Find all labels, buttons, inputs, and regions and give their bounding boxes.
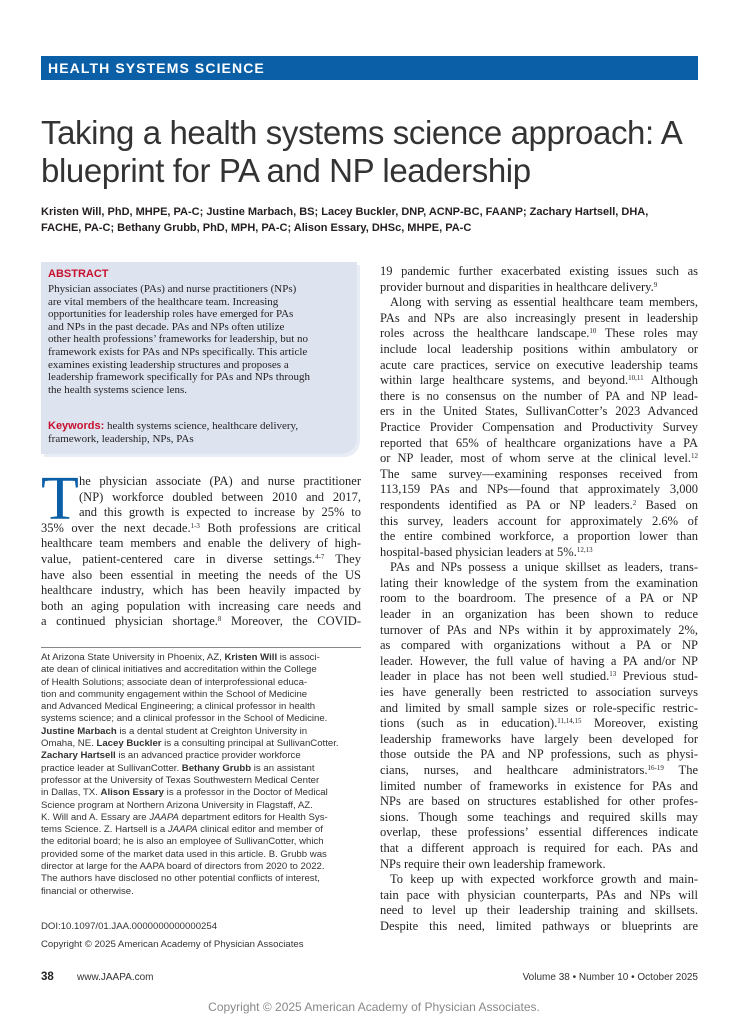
affiliation-line: provided some of the market data used in this article. B. Grubb was [41, 848, 327, 860]
body-line: have also been essential in meeting the needs of the US [41, 567, 361, 582]
body-line: those outside the PA and NP professions, such as physi- [380, 747, 698, 762]
abstract-line: the health systems science lens. [48, 383, 187, 396]
abstract-line: and NPs in the past decade. PAs and NPs often utilize [48, 320, 285, 333]
body-line: The same survey—examining responses received from [380, 466, 698, 481]
abstract-text [48, 283, 354, 396]
body-line: include local leadership positions within ambulatory or [380, 341, 698, 356]
body-line: cians, nurses, and healthcare administrators.$^{16-19}$ The [380, 763, 698, 777]
affiliation-divider [41, 647, 361, 648]
body-line: Despite this need, limited pathways or blueprints are [380, 918, 698, 933]
body-line: and limited by small sample sizes or role-specific restric- [380, 700, 698, 715]
abstract-box [41, 262, 357, 454]
affiliation-line: Omaha, NE. Lacey Buckler is a consulting principal at SullivanCotter. [41, 738, 339, 750]
body-line: Practice Provider Compensation and Productivity Survey [380, 419, 698, 434]
body-line: sions. Though some teachings and required skills may [380, 809, 698, 824]
body-line: limited number of frameworks in existence for PAs and [380, 778, 698, 793]
section-banner-label: HEALTH SYSTEMS SCIENCE [48, 60, 265, 76]
copyright-watermark: Copyright © 2025 American Academy of Physician Associates. [208, 1000, 540, 1014]
body-line: respondents identified as PA or NP leaders.$^2$ Based on [380, 497, 698, 512]
affiliation-line: financial or otherwise. [41, 885, 134, 897]
body-line: he physician associate (PA) and nurse practitioner [79, 474, 361, 488]
affiliation-line: in Dallas, TX. Alison Essary is a professor in the Doctor of Medical [41, 787, 328, 799]
abstract-line: opportunities for leadership roles have emerged for PAs [48, 308, 294, 321]
article-title [41, 114, 701, 190]
body-line: turnover of PAs and NPs within it by approximately 2%, [380, 622, 698, 637]
body-line: leader in place has not been well studied.$^{13}$ Previous stud- [380, 669, 698, 684]
affiliation-line: of Health Solutions; associate dean of interprofessional educa- [41, 676, 308, 688]
journal-website-link[interactable]: www.JAAPA.com [77, 972, 154, 983]
issue-info: Volume 38 • Number 10 • October 2025 [522, 972, 698, 983]
drop-cap: T [41, 465, 79, 533]
body-line: (NP) workforce doubled between 2010 and 2017, [79, 489, 361, 504]
body-line: To keep up with expected workforce growth and main- [390, 872, 698, 887]
body-line: 19 pandemic further exacerbated existing issues such as [380, 264, 698, 278]
abstract-line: leadership framework specifically for PAs and NPs through [48, 371, 311, 384]
body-line: healthcare industry, which has been heavily impacted by [41, 583, 361, 598]
body-line: 35% over the next decade.$^{1-3}$ Both professions are critical [41, 520, 361, 535]
affiliation-line: and Advanced Medical Engineering; a clinical professor in health [41, 701, 316, 713]
body-line: within large healthcare systems, and beyond.$^{10,11}$ Although [380, 373, 698, 388]
body-column-left [41, 474, 361, 630]
copyright-notice: Copyright © 2025 American Academy of Physician Associates [41, 939, 304, 950]
affiliation-line: practice leader at SullivanCotter. Bethany Grubb is an assistant [41, 762, 315, 774]
affiliation-line: The authors have disclosed no other potential conflicts of interest, [41, 873, 320, 885]
body-line: room to the boardroom. The presence of a PA or NP [380, 591, 698, 606]
affiliation-line: systems science; and a clinical professor in the School of Medicine. [41, 713, 328, 725]
body-line: healthcare team members and enable the delivery of high- [41, 536, 361, 551]
affiliation-line: Zachary Hartsell is an advanced practice provider workforce [41, 750, 301, 762]
body-line: and this growth is expected to increase by 25% to [79, 505, 361, 520]
abstract-line: examines existing leadership structures and proposes a [48, 358, 289, 371]
abstract-line: framework exists for PAs and NPs specifically. This article [48, 345, 308, 358]
body-line: Along with serving as essential healthcare team members, [390, 295, 698, 310]
author-line: Kristen Will, PhD, MHPE, PA-C; Justine Marbach, BS; Lacey Buckler, DNP, ACNP-BC, FAANP; Zachary Hartsell, DHA, [41, 206, 649, 218]
body-line: tions (such as in education).$^{11,14,15}$ Moreover, existing [380, 716, 698, 731]
body-line: ers in the United States, SullivanCotter’s 2023 Advanced [380, 404, 698, 419]
affiliation-line: Science program at Northern Arizona University in Flagstaff, AZ. [41, 799, 313, 811]
body-line: reported that 65% of healthcare organizations have a PA [380, 435, 698, 450]
keywords-text: health systems science, healthcare delivery, [104, 420, 299, 432]
affiliation-line: ate dean of clinical initiatives and accreditation within the College [41, 664, 317, 676]
affiliation-line: At Arizona State University in Phoenix, AZ, Kristen Will is associ- [41, 652, 320, 663]
body-line: PAs and NPs are also increasingly present in leadership [380, 310, 698, 325]
body-line: leader. However, the full value of having a PA and/or NP [380, 653, 698, 668]
body-line: need to level up their leadership training and skillsets. [380, 903, 698, 918]
body-line: lating their knowledge of the system from the examination [380, 575, 698, 590]
body-line: roles across the healthcare landscape.$^{10}$ These roles may [380, 326, 698, 341]
body-line: overlap, these professions’ essential differences indicate [380, 825, 698, 840]
affiliation-line: director at large for the AAPA board of directors from 2020 to 2022. [41, 861, 325, 873]
body-line: there is no consensus on the number of PA and NP lead- [380, 388, 698, 403]
author-list [41, 204, 701, 236]
body-line: hospital-based physician leaders at 5%.$^{12,13}$ [380, 544, 593, 559]
author-affiliations [41, 652, 363, 898]
affiliation-line: professor at the University of Texas Southwestern Medical Center [41, 774, 320, 786]
body-line: tain pace with physician counterparts, PAs and NPs will [380, 887, 698, 902]
body-line: provider burnout and disparities in healthcare delivery.$^9$ [380, 279, 658, 294]
abstract-line: other health professions’ frameworks for leadership, but no [48, 333, 309, 346]
title-line: blueprint for PA and NP leadership [41, 152, 531, 189]
body-line: NPs require their own leadership framework. [380, 856, 606, 871]
keywords-label: Keywords: [48, 420, 105, 432]
affiliation-line: tion and community engagement within the School of Medicine [41, 688, 308, 700]
body-column-right [380, 264, 698, 935]
body-line: 113,159 PAs and NPs—found that approximately 3,000 [380, 482, 698, 497]
body-line: both an aging population with increasing care needs and [41, 598, 361, 613]
keywords-text: framework, leadership, NPs, PAs [48, 432, 194, 445]
affiliation-line: tems Science. Z. Hartsell is a JAAPA clinical editor and member of [41, 824, 323, 836]
affiliation-line: the editorial board; he is also an employee of SullivanCotter, which [41, 836, 324, 848]
body-line: this survey, leaders account for approximately 2.6% of [380, 513, 698, 528]
body-line: leader in an organization has been shown to reduce [380, 607, 698, 622]
affiliation-line: K. Will and A. Essary are JAAPA department editors for Health Sys- [41, 811, 328, 823]
page-number: 38 [41, 971, 54, 983]
abstract-heading: ABSTRACT [48, 268, 109, 280]
body-line: the entire combined workforce, a proportion lower than [380, 529, 698, 544]
body-line: PAs and NPs possess a unique skillset as leaders, trans- [390, 560, 698, 575]
doi: DOI:10.1097/01.JAA.0000000000000254 [41, 921, 218, 932]
body-line: that a different approach is required for each. PAs and [380, 840, 698, 855]
body-line: or NP leader, most of whom serve at the clinical level.$^{12}$ [380, 451, 698, 466]
title-line: Taking a health systems science approach: A [41, 114, 683, 151]
body-line: leadership frameworks have largely been developed for [380, 731, 698, 746]
abstract-line: are vital members of the healthcare team. Increasing [48, 295, 279, 308]
body-line: value, patient-centered care in diverse settings.$^{4-7}$ They [41, 551, 361, 566]
body-line: NPs are based on structures established for other profes- [380, 794, 698, 809]
author-line: FACHE, PA-C; Bethany Grubb, PhD, MPH, PA-C; Alison Essary, DHSc, MHPE, PA-C [41, 222, 472, 234]
body-line: ies have generally been restricted to association surveys [380, 685, 698, 700]
body-line: acute care practices, service on executive leadership teams [380, 357, 698, 372]
body-line: a continued physician shortage.$^8$ Moreover, the COVID- [41, 614, 361, 629]
section-banner [41, 56, 698, 80]
abstract-keywords [48, 420, 354, 445]
body-line: as compared with organizations without a PA or NP [380, 638, 698, 653]
affiliation-line: Justine Marbach is a dental student at Creighton University in [41, 725, 308, 737]
abstract-line: Physician associates (PAs) and nurse practitioners (NPs) [48, 283, 297, 295]
